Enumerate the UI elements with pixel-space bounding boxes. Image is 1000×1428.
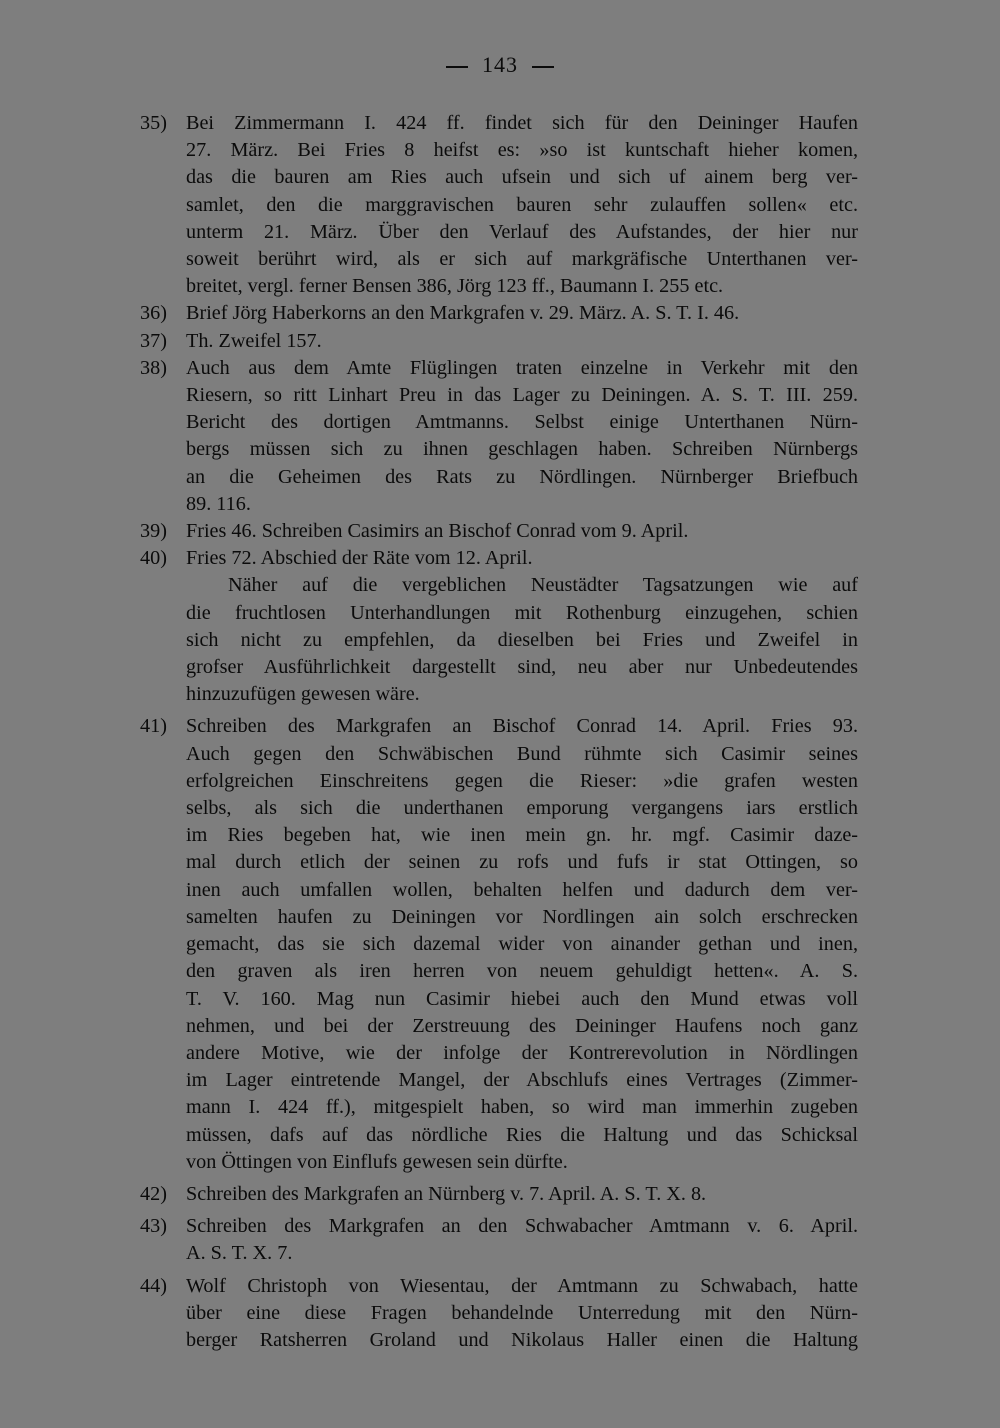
footnote-number: 35)	[140, 112, 167, 134]
footnote-line: gemacht, das sie sich dazemal wider von ainander gethan und inen,	[186, 933, 858, 956]
footnote-line: hinzuzufügen gewesen wäre.	[186, 683, 420, 706]
footnote-line: A. S. T. X. 7.	[186, 1242, 293, 1265]
footnote-line: mal durch etlich der seinen zu rofs und fufs ir stat Ottingen, so	[186, 851, 858, 874]
footnote-line: inen auch umfallen wollen, behalten helfen und dadurch dem ver-	[186, 878, 858, 901]
footnote-line: breitet, vergl. ferner Bensen 386, Jörg 123 ff., Baumann I. 255 etc.	[186, 275, 724, 298]
footnote-line: Bericht des dortigen Amtmanns. Selbst einige Unterthanen Nürn-	[186, 411, 858, 434]
footnote-line: im Ries begeben hat, wie inen mein gn. hr. mgf. Casimir daze-	[186, 824, 858, 847]
footnote-line: samelten haufen zu Deiningen vor Nordlingen ain solch erschrecken	[186, 905, 858, 928]
footnote	[140, 1181, 858, 1208]
footnote-line: erfolgreichen Einschreitens gegen die Rieser: »die grafen westen	[186, 769, 858, 792]
footnote-line: selbs, als sich die underthanen emporung vergangens iars erstlich	[186, 797, 858, 820]
footnotes	[140, 110, 858, 1354]
footnote-line: Wolf Christoph von Wiesentau, der Amtmann zu Schwabach, hatte	[186, 1274, 858, 1297]
footnote-number: 36)	[140, 302, 167, 325]
footnote-line: berger Ratsherren Groland und Nikolaus Haller einen die Haltung	[186, 1328, 858, 1351]
footnote-line: bergs müssen sich zu ihnen geschlagen haben. Schreiben Nürnbergs	[186, 438, 858, 461]
footnote-line: nehmen, und bei der Zerstreuung des Deininger Haufens noch ganz	[186, 1014, 858, 1037]
dash-right	[532, 66, 554, 68]
footnote-number: 39)	[140, 520, 167, 543]
footnote-number: 44)	[140, 1274, 167, 1297]
footnote-line: Th. Zweifel 157.	[186, 329, 322, 352]
footnote-line: Schreiben des Markgrafen an Bischof Conrad 14. April. Fries 93.	[186, 715, 858, 738]
footnote-line: grofser Ausführlichkeit dargestellt sind, neu aber nur Unbedeutendes	[186, 656, 858, 679]
footnote-line: Fries 46. Schreiben Casimirs an Bischof Conrad vom 9. April.	[186, 520, 689, 543]
footnote-line: 27. März. Bei Fries 8 heifst es: »so ist kuntschaft hieher komen,	[186, 139, 858, 162]
footnote	[140, 110, 858, 300]
footnote	[140, 355, 858, 518]
footnote-line: samlet, den die marggravischen bauren sehr zulauffen sollen« etc.	[186, 193, 858, 216]
footnote-line: sich nicht zu empfehlen, da dieselben bei Fries und Zweifel in	[186, 628, 858, 651]
footnote-line: Brief Jörg Haberkorns an den Markgrafen v. 29. März. A. S. T. I. 46.	[186, 302, 740, 325]
footnote-line: Auch aus dem Amte Flüglingen traten einzelne in Verkehr mit den	[186, 356, 858, 379]
footnote-line: Auch gegen den Schwäbischen Bund rühmte sich Casimir seines	[186, 742, 858, 765]
footnote	[140, 1273, 858, 1355]
page-number	[0, 52, 1000, 78]
footnote-line: T. V. 160. Mag nun Casimir hiebei auch den Mund etwas voll	[186, 987, 858, 1010]
footnote	[140, 545, 858, 708]
footnote-number: 40)	[140, 547, 167, 570]
footnote-line: soweit berührt wird, als er sich auf markgräfische Unterthanen ver-	[186, 248, 858, 271]
footnote-line: Schreiben des Markgrafen an den Schwabacher Amtmann v. 6. April.	[186, 1215, 858, 1238]
footnote-line: mann I. 424 ff.), mitgespielt haben, so wird man immerhin zugeben	[186, 1096, 858, 1119]
footnote-line: von Öttingen von Einflufs gewesen sein dürfte.	[186, 1150, 568, 1173]
footnote-line: Bei Zimmermann I. 424 ff. findet sich für den Deininger Haufen	[186, 112, 858, 134]
footnote-number: 38)	[140, 356, 167, 379]
footnote-line: den graven als iren herren von neuem gehuldigt hetten«. A. S.	[186, 960, 858, 983]
page-number-text: 143	[482, 52, 518, 77]
footnote-line: das die bauren am Ries auch ufsein und sich uf ainem berg ver-	[186, 166, 858, 189]
footnote	[140, 518, 858, 545]
footnote-line: Fries 72. Abschied der Räte vom 12. April.	[186, 547, 533, 570]
footnote-number: 42)	[140, 1182, 167, 1205]
footnote-line: an die Geheimen des Rats zu Nördlingen. Nürnberger Briefbuch	[186, 465, 858, 488]
footnote-line: die fruchtlosen Unterhandlungen mit Rothenburg einzugehen, schien	[186, 601, 858, 624]
footnote-line: im Lager eintretende Mangel, der Abschlufs eines Vertrages (Zimmer-	[186, 1069, 858, 1092]
footnote-line: Riesern, so ritt Linhart Preu in das Lager zu Deiningen. A. S. T. III. 259.	[186, 384, 858, 407]
footnote-line: 89. 116.	[186, 492, 251, 515]
footnote	[140, 300, 858, 327]
footnote-number: 41)	[140, 715, 167, 738]
footnote-line: müssen, dafs auf das nördliche Ries die Haltung und das Schicksal	[186, 1123, 858, 1146]
footnote-number: 43)	[140, 1215, 167, 1238]
footnote-line: unterm 21. März. Über den Verlauf des Aufstandes, der hier nur	[186, 220, 858, 243]
footnote	[140, 1213, 858, 1267]
dash-left	[446, 66, 468, 68]
footnote-line: andere Motive, wie der infolge der Kontrerevolution in Nördlingen	[186, 1041, 858, 1064]
footnote-line: über eine diese Fragen behandelnde Unterredung mit den Nürn-	[186, 1301, 858, 1324]
footnote	[140, 713, 858, 1175]
footnote-line: Näher auf die vergeblichen Neustädter Tagsatzungen wie auf	[228, 574, 858, 597]
footnote-line: Schreiben des Markgrafen an Nürnberg v. 7. April. A. S. T. X. 8.	[186, 1182, 707, 1205]
footnote-number: 37)	[140, 329, 167, 352]
footnote	[140, 328, 858, 355]
